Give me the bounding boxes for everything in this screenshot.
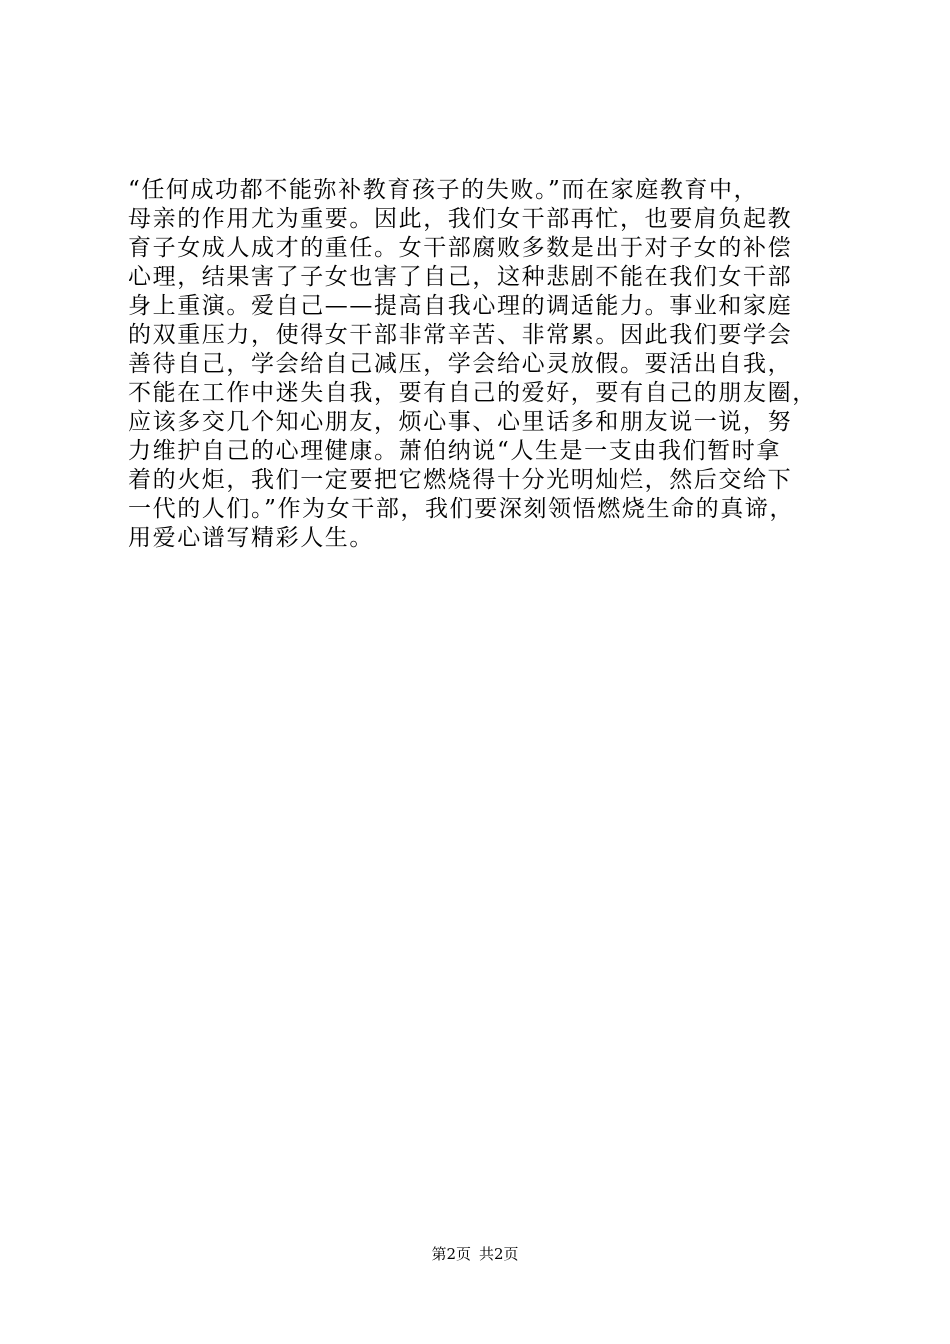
text-line: 不能在工作中迷失自我，要有自己的爱好，要有自己的朋友圈， xyxy=(128,380,817,406)
page-number-total: 共2页 xyxy=(479,1245,519,1263)
text-line: “任何成功都不能弥补教育孩子的失败。”而在家庭教育中， xyxy=(128,177,759,203)
text-line: 力维护自己的心理健康。萧伯纳说“人生是一支由我们暂时拿 xyxy=(128,438,781,464)
text-line: 应该多交几个知心朋友，烦心事、心里话多和朋友说一说，努 xyxy=(128,409,793,435)
text-line: 心理，结果害了子女也害了自己，这种悲剧不能在我们女干部 xyxy=(128,264,793,290)
page-footer xyxy=(0,1244,950,1264)
text-line: 育子女成人成才的重任。女干部腐败多数是出于对子女的补偿 xyxy=(128,235,793,261)
text-line: 着的火炬，我们一定要把它燃烧得十分光明灿烂，然后交给下 xyxy=(128,467,793,493)
text-line: 身上重演。爱自己——提高自我心理的调适能力。事业和家庭 xyxy=(128,293,793,319)
text-line: 的双重压力，使得女干部非常辛苦、非常累。因此我们要学会 xyxy=(128,322,793,348)
text-line: 用爱心谱写精彩人生。 xyxy=(128,525,374,551)
text-line: 一代的人们。”作为女干部，我们要深刻领悟燃烧生命的真谛， xyxy=(128,496,795,522)
page-number-current: 第2页 xyxy=(431,1245,471,1263)
body-paragraph xyxy=(128,176,848,553)
text-line: 善待自己，学会给自己减压，学会给心灵放假。要活出自我， xyxy=(128,351,793,377)
text-line: 母亲的作用尤为重要。因此，我们女干部再忙，也要肩负起教 xyxy=(128,206,793,232)
